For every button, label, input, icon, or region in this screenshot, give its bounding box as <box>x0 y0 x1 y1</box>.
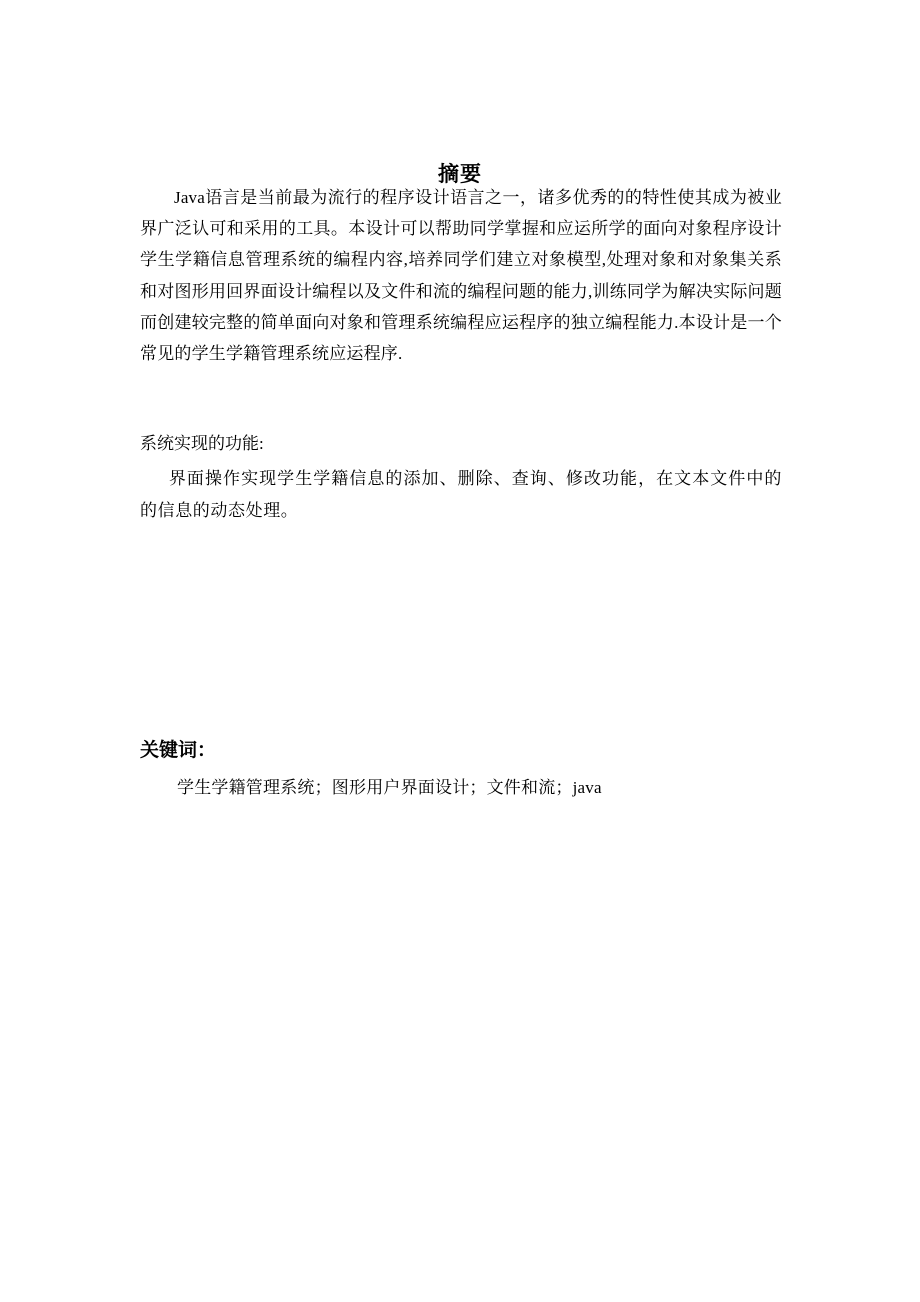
features-label: 系统实现的功能: <box>140 434 264 453</box>
page-title: 摘要 <box>438 162 482 187</box>
keywords-heading: 关键词： <box>140 739 217 761</box>
abstract-paragraph: Java语言是当前最为流行的程序设计语言之一，诸多优秀的的特性使其成为被业界广泛认可和采用的工具。本设计可以帮助同学掌握和应运所学的面向对象程序设计学生学籍信息管理系统的编程内容,培养同学们建立对象模型,处理对象和对象集关系和对图形用回界面设计编程以及文件和流的编程问题的能力,训练同学为解决实际问题而创建较完整的简单面向对象和管理系统编程应运程序的独立编程能力.本设计是一个常见的学生学籍管理系统应运程序. <box>140 188 782 364</box>
keywords-list: 学生学籍管理系统；图形用户界面设计；文件和流；java <box>177 778 602 797</box>
features-paragraph: 界面操作实现学生学籍信息的添加、删除、查询、修改功能，在文本文件中的的信息的动态处理。 <box>140 469 782 520</box>
